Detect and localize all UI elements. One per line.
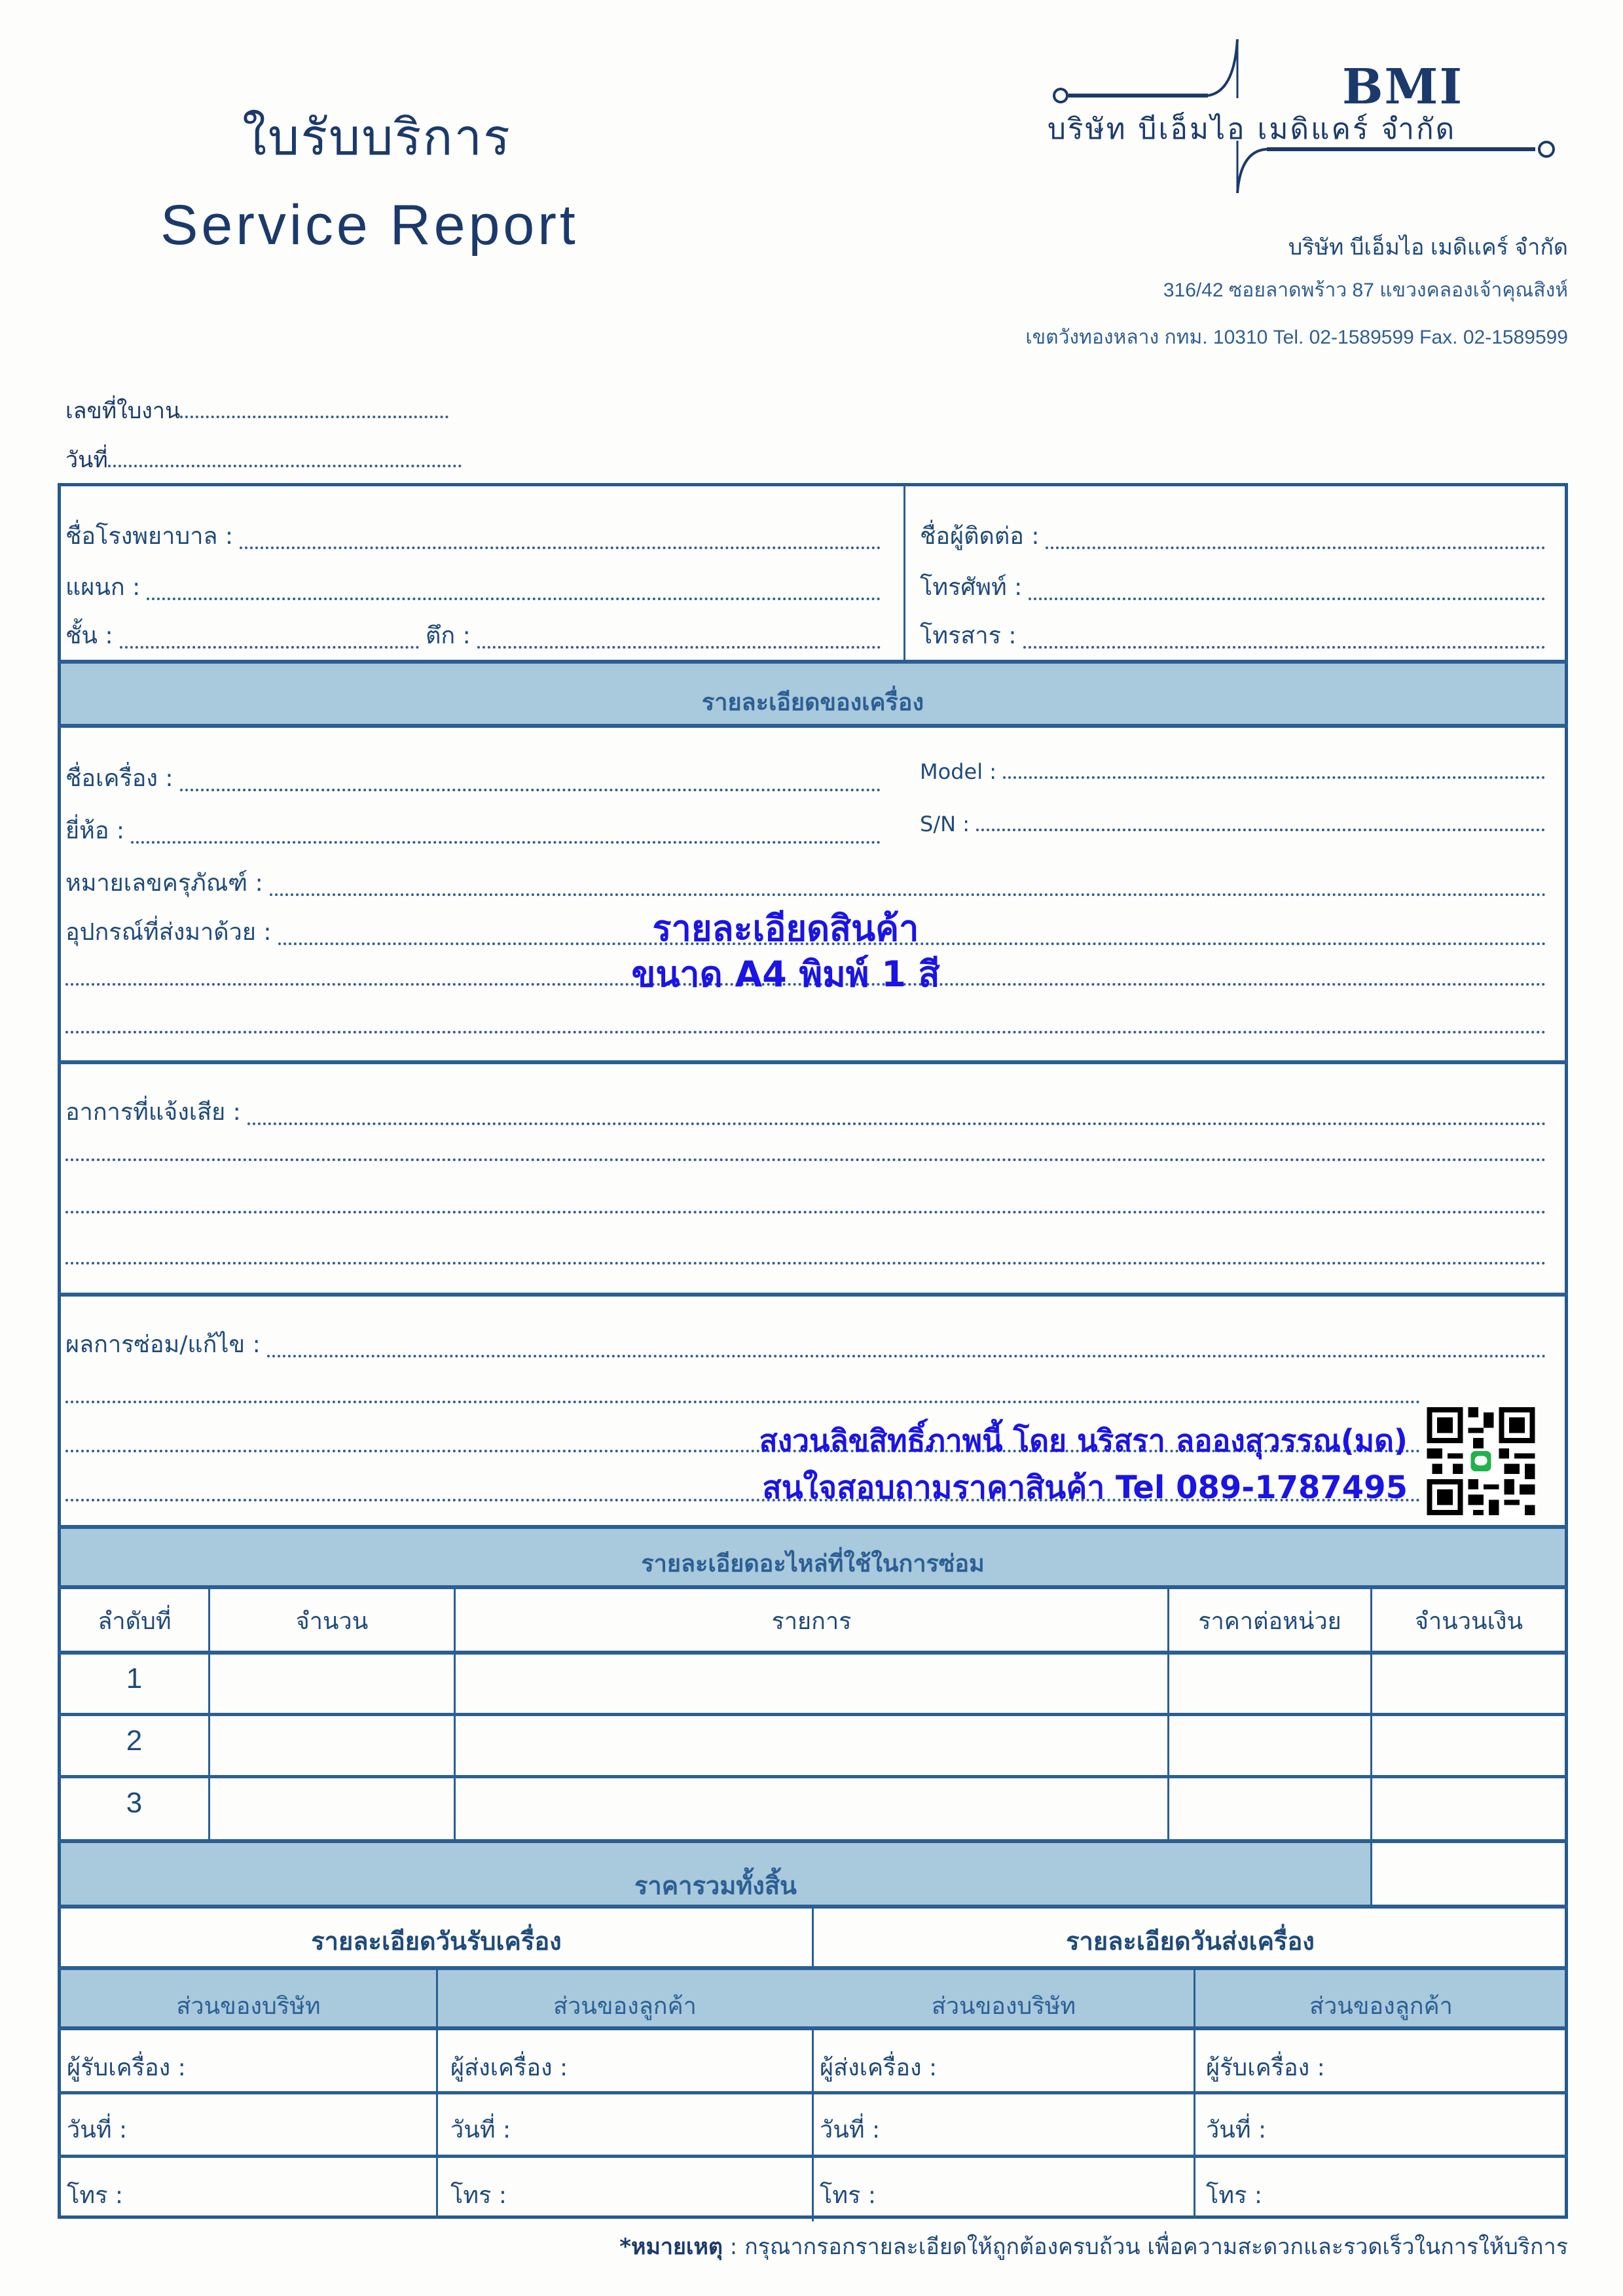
receive-customer-header: ส่วนของลูกค้า (553, 1993, 697, 2020)
symptoms-field[interactable]: อาการที่แจ้งเสีย : (65, 1093, 1546, 1130)
phone-field[interactable]: โทรศัพท์ : (920, 568, 1545, 605)
table-row: 1 (126, 1662, 143, 1695)
send-details-title: รายละเอียดวันส่งเครื่อง (1066, 1927, 1315, 1956)
repair-line-2[interactable] (65, 1401, 1421, 1403)
model-field[interactable]: Model : (920, 759, 1545, 784)
title-thai: ใบรับบริการ (242, 108, 511, 166)
department-field[interactable]: แผนก : (65, 568, 881, 605)
column-header-item: รายการ (771, 1608, 852, 1635)
send-company-header: ส่วนของบริษัท (931, 1993, 1076, 2020)
machine-name-field[interactable]: ชื่อเครื่อง : (65, 759, 881, 797)
date-field[interactable]: วันที่ : (450, 2117, 511, 2144)
floor-field[interactable]: ชั้น : (65, 617, 419, 654)
footnote (619, 2229, 1568, 2264)
contact-promo: สนใจสอบถามราคาสินค้า Tel 089-1787495 (762, 1469, 1408, 1506)
title-english: Service Report (160, 194, 579, 257)
building-field[interactable]: ตึก : (426, 617, 881, 654)
table-row: 2 (126, 1725, 143, 1757)
receive-details-title: รายละเอียดวันรับเครื่อง (311, 1927, 562, 1956)
receive-company-header: ส่วนของบริษัท (176, 1993, 321, 2020)
column-header-no: ลำดับที่ (98, 1608, 172, 1635)
date-field[interactable]: วันที่ : (67, 2117, 128, 2144)
accessories-line-3[interactable] (65, 1031, 1546, 1033)
machine-section-header: รายละเอียดของเครื่อง (61, 664, 1565, 725)
serial-number-field[interactable]: S/N : (920, 812, 1545, 836)
repair-result-field[interactable]: ผลการซ่อม/แก้ไข : (65, 1325, 1546, 1363)
footnote-text: : กรุณากรอกรายละเอียดให้ถูกต้องครบถ้วน เพื่อความสะดวกและรวดเร็วในการให้บริการ (723, 2234, 1568, 2260)
parts-section-header: รายละเอียดอะไหล่ที่ใช้ในการซ่อม (61, 1529, 1565, 1587)
phone-field[interactable]: โทร : (67, 2182, 123, 2209)
job-number-label: เลขที่ใบงาน (65, 398, 181, 424)
receiver-field[interactable]: ผู้รับเครื่อง : (67, 2054, 186, 2081)
fax-field[interactable]: โทรสาร : (920, 617, 1545, 654)
sender-field[interactable]: ผู้ส่งเครื่อง : (450, 2054, 568, 2081)
symptoms-line-4[interactable] (65, 1262, 1546, 1265)
asset-number-field[interactable]: หมายเลขครุภัณฑ์ : (65, 864, 1546, 901)
footnote-label: *หมายเหตุ (619, 2234, 723, 2260)
date-field[interactable] (65, 442, 462, 477)
symptoms-line-2[interactable] (65, 1158, 1546, 1161)
send-customer-header: ส่วนของลูกค้า (1309, 1993, 1453, 2020)
hospital-field[interactable]: ชื่อโรงพยาบาล : (65, 517, 881, 554)
accessories-field[interactable]: อุปกรณ์ที่ส่งมาด้วย : (65, 913, 1546, 950)
column-header-amount: จำนวนเงิน (1414, 1608, 1523, 1635)
phone-field[interactable]: โทร : (820, 2182, 876, 2209)
contact-name-field[interactable]: ชื่อผู้ติดต่อ : (920, 517, 1545, 554)
total-price-label: ราคารวมทั้งสิ้น (61, 1843, 1370, 1906)
promo-title: รายละเอียดสินค้า (652, 908, 919, 949)
address-contact: เขตวังทองหลาง กทม. 10310 Tel. 02-1589599 Fax. 02-1589599 (1025, 327, 1568, 348)
phone-field[interactable]: โทร : (1206, 2182, 1262, 2209)
address-street: 316/42 ซอยลาดพร้าว 87 แขวงคลองเจ้าคุณสิงห์ (1163, 279, 1568, 301)
promo-subtitle: ขนาด A4 พิมพ์ 1 สี (631, 954, 940, 995)
logo-company-name: บริษัท บีเอ็มไอ เมดิแคร์ จำกัด (1048, 113, 1457, 146)
sender-field[interactable]: ผู้ส่งเครื่อง : (820, 2054, 938, 2081)
date-field[interactable]: วันที่ : (1206, 2117, 1267, 2144)
copyright-notice: สงวนลิขสิทธิ์ภาพนี้ โดย นริสรา ลอองสุวรรณ(มด) (759, 1423, 1408, 1458)
address-company: บริษัท บีเอ็มไอ เมดิแคร์ จำกัด (1288, 235, 1568, 260)
column-header-quantity: จำนวน (295, 1608, 369, 1635)
receiver-field[interactable]: ผู้รับเครื่อง : (1206, 2054, 1325, 2081)
phone-field[interactable]: โทร : (450, 2182, 507, 2209)
date-field[interactable]: วันที่ : (820, 2117, 881, 2144)
table-row: 3 (126, 1787, 143, 1819)
job-number-field[interactable] (65, 393, 448, 428)
symptoms-line-3[interactable] (65, 1211, 1546, 1213)
brand-field[interactable]: ยี่ห้อ : (65, 812, 881, 849)
line-qr-code-icon[interactable] (1426, 1407, 1536, 1515)
column-header-unit-price: ราคาต่อหน่วย (1198, 1608, 1341, 1635)
logo-brand: BMI (1342, 59, 1464, 115)
divider (903, 484, 905, 661)
date-label: วันที่ (65, 447, 108, 473)
